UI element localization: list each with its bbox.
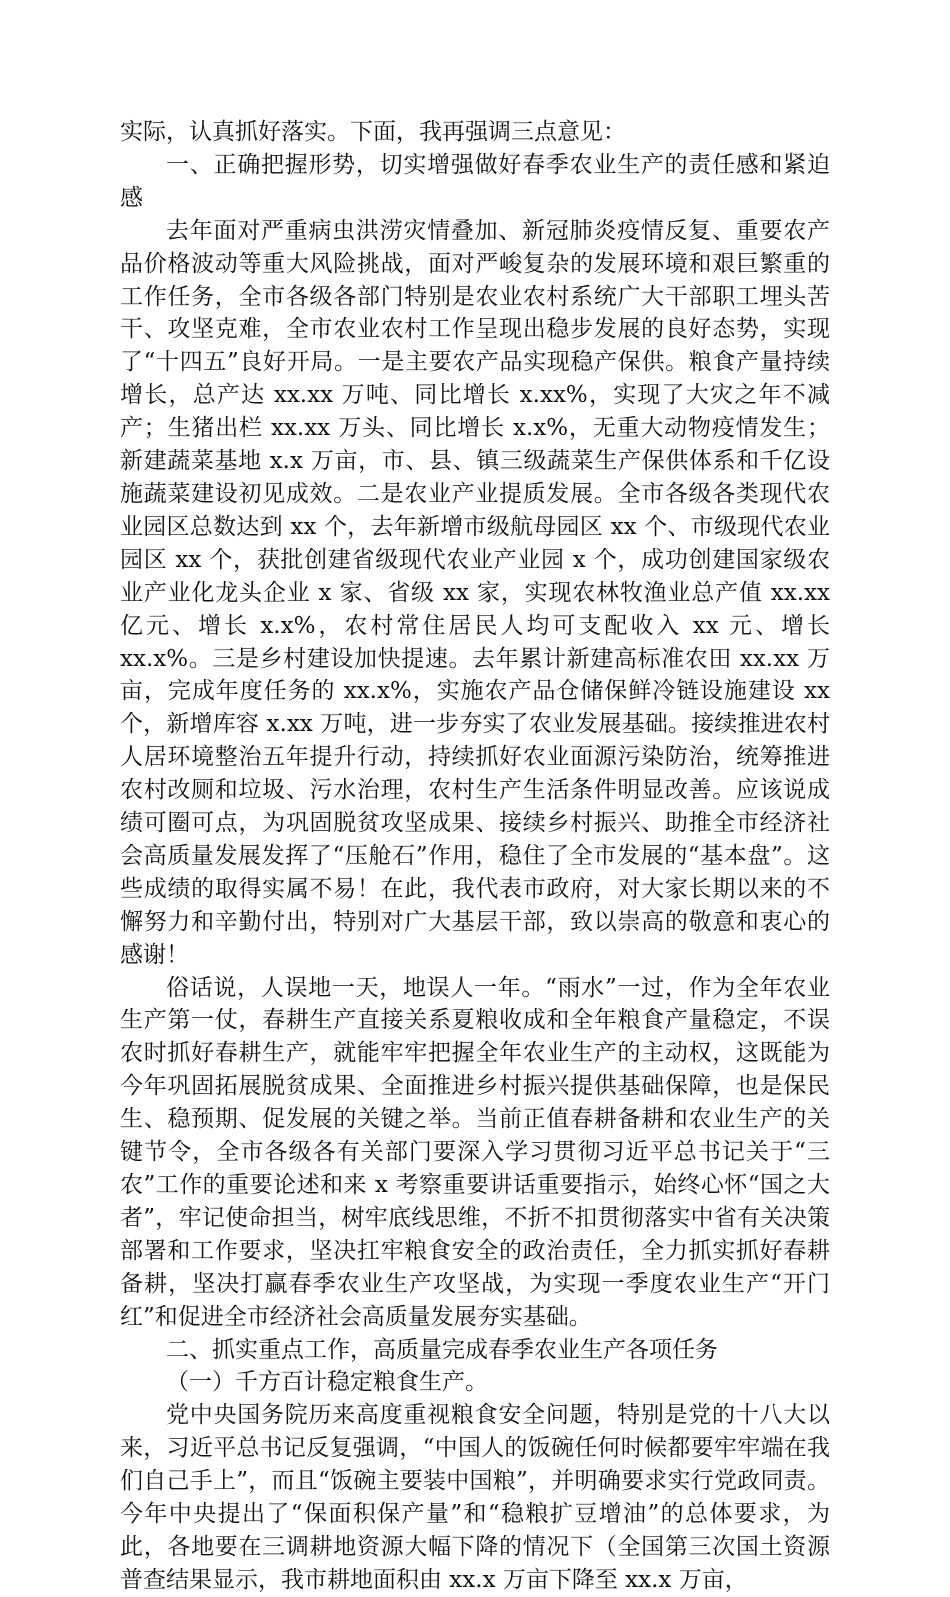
paragraph-continuation: 实际，认真抓好落实。下面，我再强调三点意见： — [120, 119, 626, 145]
paragraph-achievements: 去年面对严重病虫洪涝灾情叠加、新冠肺炎疫情反复、重要农产品价格波动等重大风险挑战，面对严峻复杂的发展环境和艰巨繁重的工作任务，全市各级各部门特别是农业农村系统广大干部职工埋头苦干、攻坚克难，全市农业农村工作呈现出稳步发展的良好态势，实现了“十四五”良好开局。一是主要农产品实现稳产保供。粮食产量持续增长，总产达 xx.xx 万吨、同比增长 x.xx%，实现了大灾之年不减产；生猪出栏 xx.xx 万头、同比增长 x.x%，无重大动物疫情发生；新建蔬菜基地 x.x 万亩，市、县、镇三级蔬菜生产保供体系和千亿设施蔬菜建设初见成效。二是农业产业提质发展。全市各级各类现代农业园区总数达到 xx 个，去年新增市级航母园区 xx 个、市级现代农业园区 xx 个，获批创建省级现代农业产业园 x 个，成功创建国家级农业产业化龙头企业 x 家、省级 xx 家，实现农林牧渔业总产值 xx.xx 亿元、增长 x.x%，农村常住居民人均可支配收入 xx 元、增长 xx.x%。三是乡村建设加快提速。去年累计新建高标准农田 xx.xx 万亩，完成年度任务的 xx.x%，实施农产品仓储保鲜冷链设施建设 xx 个，新增库容 x.xx 万吨，进一步夯实了农业发展基础。接续推进农村人居环境整治五年提升行动，持续抓好农业面源污染防治，统筹推进农村改厕和垃圾、污水治理，农村生产生活条件明显改善。应该说成绩可圈可点，为巩固脱贫攻坚成果、接续乡村振兴、助推全市经济社会高质量发展发挥了“压舱石”作用，稳住了全市发展的“基本盘”。这些成绩的取得实属不易！在此，我代表市政府，对大家长期以来的不懈努力和辛勤付出，特别对广大基层干部，致以崇高的敬意和衷心的感谢！ — [120, 217, 830, 968]
paragraph-spring-planting: 俗话说，人误地一天，地误人一年。“雨水”一过，作为全年农业生产第一仗，春耕生产直接关系夏粮收成和全年粮食产量稳定，不误农时抓好春耕生产，就能牢牢把握全年农业生产的主动权，这既能为今年巩固拓展脱贫成果、全面推进乡村振兴提供基础保障，也是保民生、稳预期、促发展的关键之举。当前正值春耕备耕和农业生产的关键节令，全市各级各有关部门要深入学习贯彻习近平总书记关于“三农”工作的重要论述和来 x 考察重要讲话重要指示，始终心怀“国之大者”，牢记使命担当，树牢底线思维，不折不扣贯彻落实中省有关决策部署和工作要求，坚决扛牢粮食安全的政治责任，全力抓实抓好春耕备耕，坚决打赢春季农业生产攻坚战，为实现一季度农业生产“开门红”和促进全市经济社会高质量发展夯实基础。 — [120, 974, 830, 1330]
paragraph-grain-security: 党中央国务院历来高度重视粮食安全问题，特别是党的十八大以来，习近平总书记反复强调，“中国人的饭碗任何时候都要牢牢端在我们自己手上”，而且“饭碗主要装中国粮”，并明确要求实行党政同责。今年中央提出了“保面积保产量”和“稳粮扩豆增油”的总体要求，为此，各地要在三调耕地资源大幅下降的情况下（全国第三次国土资源普查结果显示，我市耕地面积由 xx.x 万亩下降至 xx.x 万亩， — [120, 1402, 830, 1593]
subsection-heading-1: （一）千方百计稳定粮食生产。 — [166, 1369, 488, 1396]
section-heading-2: 二、抓实重点工作，高质量完成春季农业生产各项任务 — [166, 1336, 718, 1363]
section-heading-1: 一、正确把握形势，切实增强做好春季农业生产的责任感和紧迫感 — [120, 151, 830, 211]
document-page — [120, 116, 830, 1597]
